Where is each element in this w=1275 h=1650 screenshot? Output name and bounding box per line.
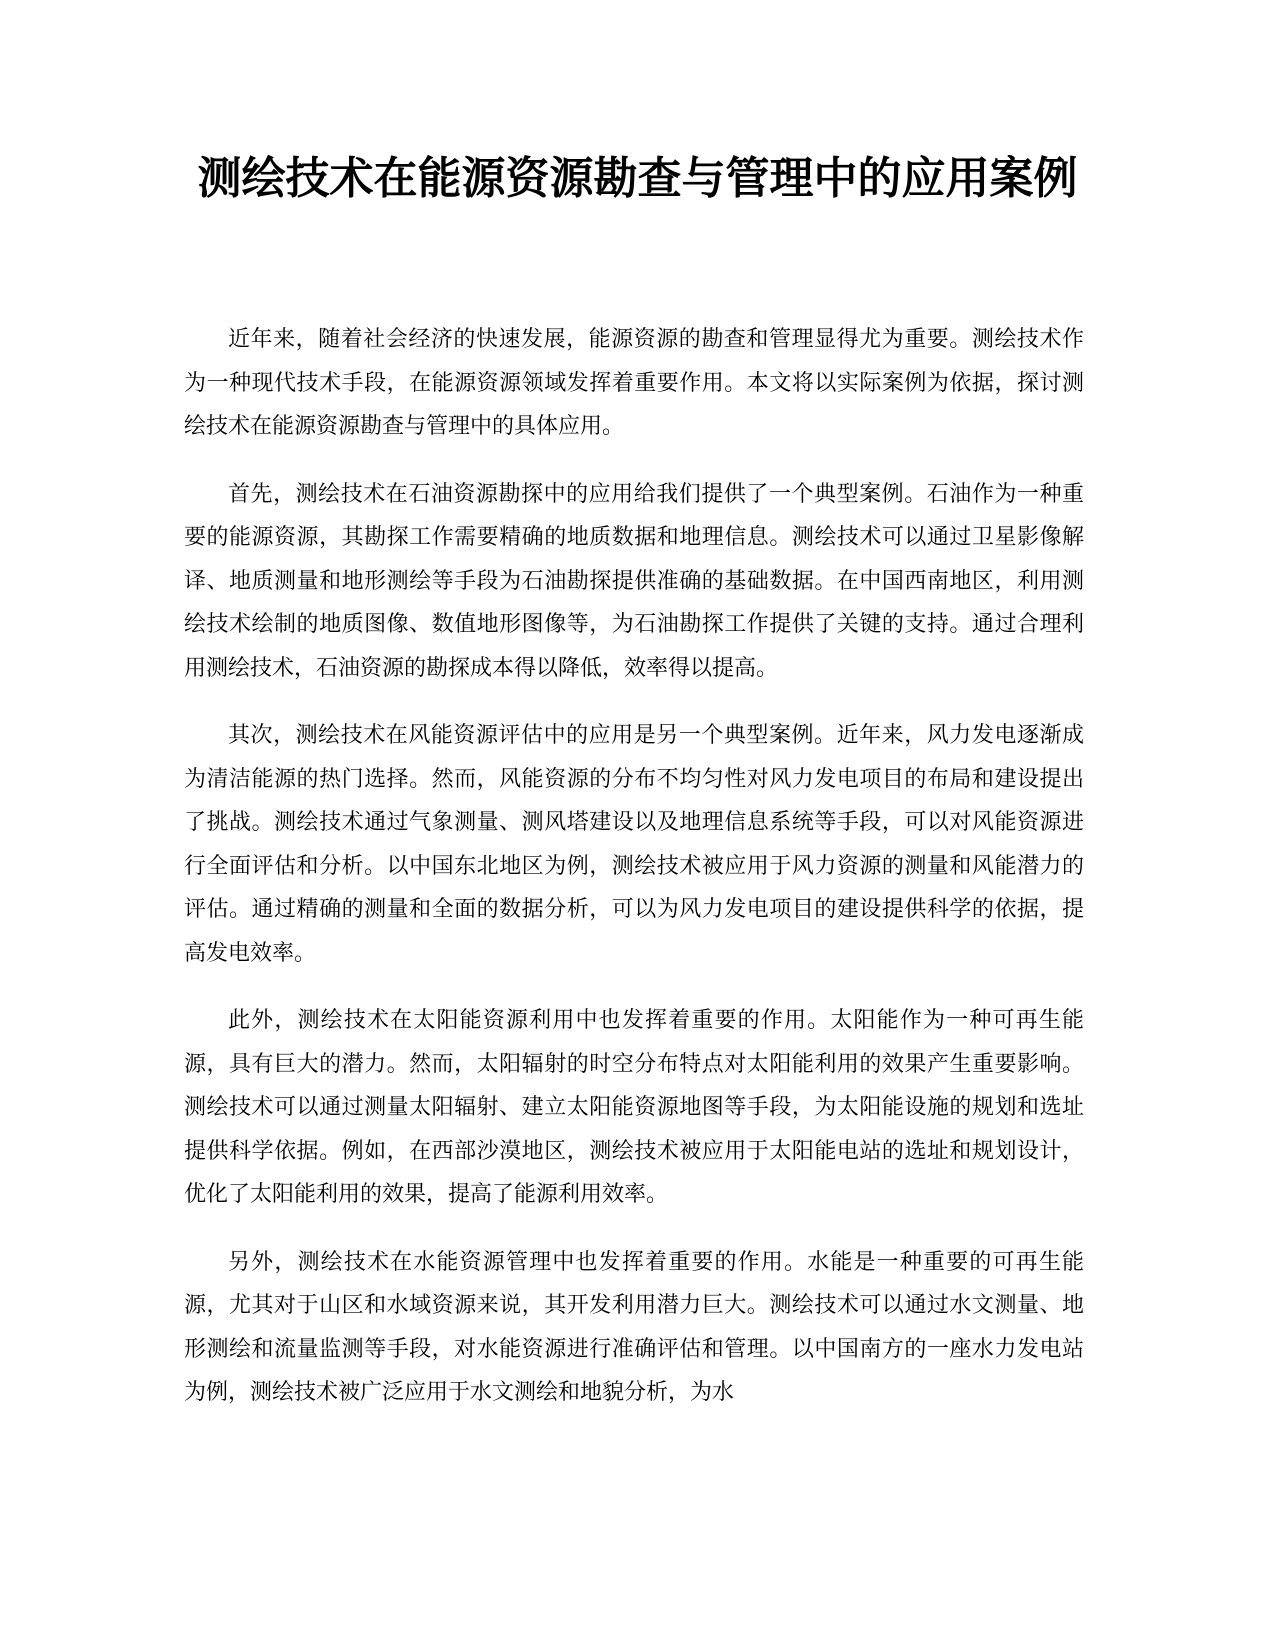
document-body: [184, 318, 1084, 1439]
paragraph-intro: 近年来，随着社会经济的快速发展，能源资源的勘查和管理显得尤为重要。测绘技术作为一种现代技术手段，在能源资源领域发挥着重要作用。本文将以实际案例为依据，探讨测绘技术在能源资源勘查与管理中的具体应用。: [184, 327, 1084, 439]
paragraph-oil: 首先，测绘技术在石油资源勘探中的应用给我们提供了一个典型案例。石油作为一种重要的能源资源，其勘探工作需要精确的地质数据和地理信息。测绘技术可以通过卫星影像解译、地质测量和地形测绘等手段为石油勘探提供准确的基础数据。在中国西南地区，利用测绘技术绘制的地质图像、数值地形图像等，为石油勘探工作提供了关键的支持。通过合理利用测绘技术，石油资源的勘探成本得以降低，效率得以提高。: [184, 481, 1084, 681]
paragraph-solar: 此外，测绘技术在太阳能资源利用中也发挥着重要的作用。太阳能作为一种可再生能源，具有巨大的潜力。然而，太阳辐射的时空分布特点对太阳能利用的效果产生重要影响。测绘技术可以通过测量太阳辐射、建立太阳能资源地图等手段，为太阳能设施的规划和选址提供科学依据。例如，在西部沙漠地区，测绘技术被应用于太阳能电站的选址和规划设计，优化了太阳能利用的效果，提高了能源利用效率。: [184, 1008, 1084, 1207]
document-title: 测绘技术在能源资源勘查与管理中的应用案例: [197, 153, 1078, 204]
paragraph-wind: 其次，测绘技术在风能资源评估中的应用是另一个典型案例。近年来，风力发电逐渐成为清洁能源的热门选择。然而，风能资源的分布不均匀性对风力发电项目的布局和建设提出了挑战。测绘技术通过气象测量、测风塔建设以及地理信息系统等手段，可以对风能资源进行全面评估和分析。以中国东北地区为例，测绘技术被应用于风力资源的测量和风能潜力的评估。通过精确的测量和全面的数据分析，可以为风力发电项目的建设提供科学的依据，提高发电效率。: [184, 723, 1084, 966]
paragraph-hydro: 另外，测绘技术在水能资源管理中也发挥着重要的作用。水能是一种重要的可再生能源，尤其对于山区和水域资源来说，其开发利用潜力巨大。测绘技术可以通过水文测量、地形测绘和流量监测等手段，对水能资源进行准确评估和管理。以中国南方的一座水力发电站为例，测绘技术被广泛应用于水文测绘和地貌分析，为水: [184, 1249, 1084, 1405]
